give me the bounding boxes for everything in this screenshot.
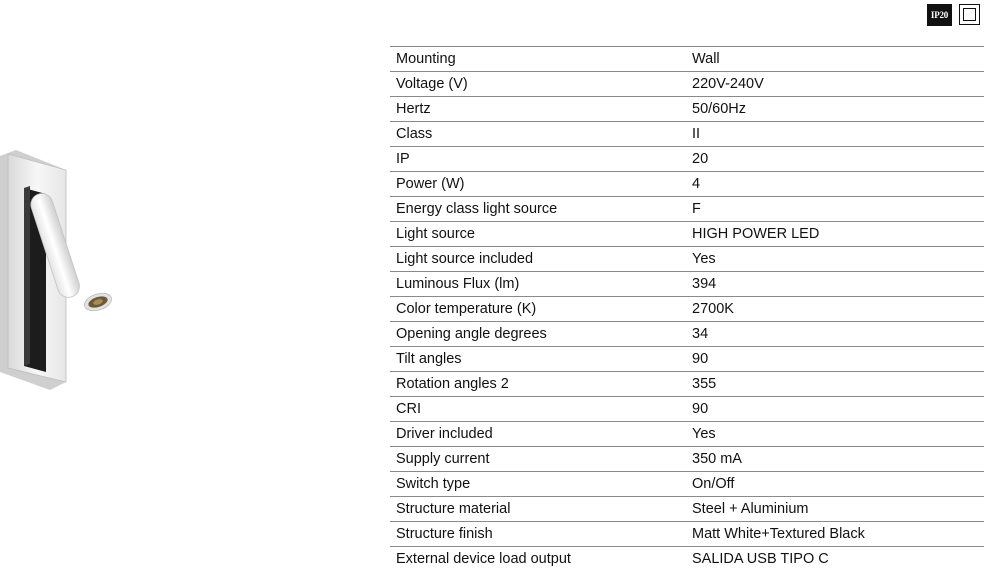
spec-row xyxy=(390,497,984,522)
spec-label: Mounting xyxy=(390,47,686,72)
spec-row xyxy=(390,422,984,447)
spec-label: Energy class light source xyxy=(390,197,686,222)
spec-value: 4 xyxy=(686,172,984,197)
spec-row xyxy=(390,522,984,547)
spec-label: Driver included xyxy=(390,422,686,447)
spec-label: Color temperature (K) xyxy=(390,297,686,322)
spec-label: Light source included xyxy=(390,247,686,272)
spec-label: Power (W) xyxy=(390,172,686,197)
spec-value: 90 xyxy=(686,347,984,372)
spec-label: Structure material xyxy=(390,497,686,522)
spec-label: Class xyxy=(390,122,686,147)
spec-value: SALIDA USB TIPO C xyxy=(686,547,984,571)
spec-value: II xyxy=(686,122,984,147)
spec-value: 220V-240V xyxy=(686,72,984,97)
spec-row xyxy=(390,447,984,472)
spec-row xyxy=(390,47,984,72)
spec-value: Yes xyxy=(686,422,984,447)
spec-label: CRI xyxy=(390,397,686,422)
spec-label: Voltage (V) xyxy=(390,72,686,97)
spec-label: External device load output xyxy=(390,547,686,571)
spec-label: Switch type xyxy=(390,472,686,497)
certification-badges xyxy=(927,4,980,26)
spec-value: HIGH POWER LED xyxy=(686,222,984,247)
ip20-badge: IP20 xyxy=(927,4,952,26)
spec-value: Wall xyxy=(686,47,984,72)
spec-value: Steel + Aluminium xyxy=(686,497,984,522)
specifications-table xyxy=(390,46,984,571)
spec-row xyxy=(390,472,984,497)
spec-value: 350 mA xyxy=(686,447,984,472)
spec-row xyxy=(390,247,984,272)
spec-row xyxy=(390,547,984,571)
spec-row xyxy=(390,397,984,422)
spec-label: IP xyxy=(390,147,686,172)
spec-value: 34 xyxy=(686,322,984,347)
spec-row xyxy=(390,172,984,197)
class-ii-double-insulation-icon xyxy=(959,4,980,25)
spec-label: Supply current xyxy=(390,447,686,472)
spec-row xyxy=(390,372,984,397)
spec-row xyxy=(390,222,984,247)
wall-reading-lamp-image xyxy=(0,150,130,390)
spec-row xyxy=(390,122,984,147)
spec-row xyxy=(390,272,984,297)
spec-value: 50/60Hz xyxy=(686,97,984,122)
spec-label: Opening angle degrees xyxy=(390,322,686,347)
spec-value: On/Off xyxy=(686,472,984,497)
spec-row xyxy=(390,197,984,222)
spec-value: 2700K xyxy=(686,297,984,322)
spec-value: F xyxy=(686,197,984,222)
spec-label: Structure finish xyxy=(390,522,686,547)
spec-row xyxy=(390,347,984,372)
spec-row xyxy=(390,147,984,172)
spec-row xyxy=(390,97,984,122)
spec-row xyxy=(390,72,984,97)
spec-label: Light source xyxy=(390,222,686,247)
spec-value: 355 xyxy=(686,372,984,397)
spec-row xyxy=(390,322,984,347)
spec-value: 90 xyxy=(686,397,984,422)
spec-value: 394 xyxy=(686,272,984,297)
spec-value: Matt White+Textured Black xyxy=(686,522,984,547)
spec-label: Tilt angles xyxy=(390,347,686,372)
spec-value: 20 xyxy=(686,147,984,172)
spec-label: Rotation angles 2 xyxy=(390,372,686,397)
spec-row xyxy=(390,297,984,322)
spec-value: Yes xyxy=(686,247,984,272)
spec-label: Hertz xyxy=(390,97,686,122)
spec-label: Luminous Flux (lm) xyxy=(390,272,686,297)
